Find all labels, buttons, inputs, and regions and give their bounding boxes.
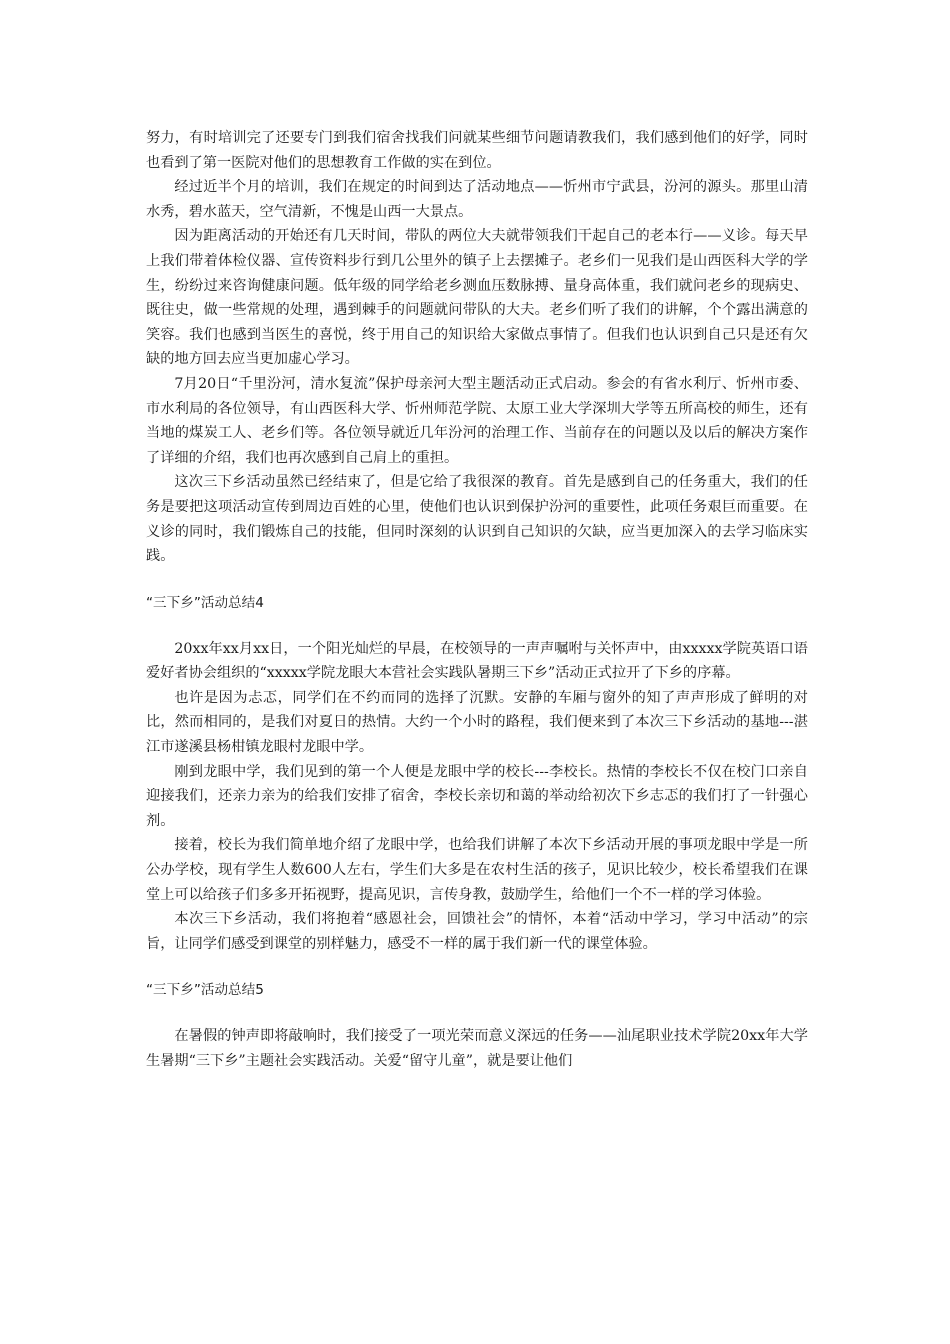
paragraph: 7月20日“千里汾河，清水复流”保护母亲河大型主题活动正式启动。参会的有省水利厅、忻州市委、市水利局的各位领导，有山西医科大学、忻州师范学院、太原工业大学深圳大学等五所高校的师生，还有当地的煤炭工人、老乡们等。各位领导就近几年汾河的治理工作、当前存在的问题以及以后的解决方案作了详细的介绍，我们也再次感到自己肩上的重担。 <box>146 375 808 466</box>
paragraph: 20xx年xx月xx日，一个阳光灿烂的早晨，在校领导的一声声嘱咐与关怀声中，由xxxxx学院英语口语爱好者协会组织的“xxxxx学院龙眼大本营社会实践队暑期三下乡”活动正式拉开了下乡的序幕。 <box>146 640 808 682</box>
paragraph: 这次三下乡活动虽然已经结束了，但是它给了我很深的教育。首先是感到自己的任务重大，我们的任务是要把这项活动宣传到周边百姓的心里，使他们也认识到保护汾河的重要性，此项任务艰巨而重要。在义诊的同时，我们锻炼自己的技能，但同时深刻的认识到自己知识的欠缺，应当更加深入的去学习临床实践。 <box>146 474 808 565</box>
section-heading: “三下乡”活动总结5 <box>146 982 264 999</box>
paragraph: 因为距离活动的开始还有几天时间，带队的两位大夫就带领我们干起自己的老本行——义诊。每天早上我们带着体检仪器、宣传资料步行到几公里外的镇子上去摆摊子。老乡们一见我们是山西医科大学的学生，纷纷过来咨询健康问题。低年级的同学给老乡测血压数脉搏、量身高体重，我们就问老乡的现病史、既往史，做一些常规的处理，遇到棘手的问题就问带队的大夫。老乡们听了我们的讲解，个个露出满意的笑容。我们也感到当医生的喜悦，终于用自己的知识给大家做点事情了。但我们也认识到自己只是还有欠缺的地方回去应当更加虚心学习。 <box>146 228 808 368</box>
section-heading: “三下乡”活动总结4 <box>146 594 264 611</box>
paragraph: 接着，校长为我们简单地介绍了龙眼中学，也给我们讲解了本次下乡活动开展的事项龙眼中学是一所公办学校，现有学生人数600人左右，学生们大多是在农村生活的孩子，见识比较少，校长希望我们在课堂上可以给孩子们多多开拓视野，提高见识，言传身教，鼓励学生，给他们一个不一样的学习体验。 <box>146 837 808 903</box>
section-1 <box>146 126 808 569</box>
paragraph: 本次三下乡活动，我们将抱着“感恩社会，回馈社会”的情怀，本着“活动中学习，学习中活动”的宗旨，让同学们感受到课堂的别样魅力，感受不一样的属于我们新一代的课堂体验。 <box>146 911 808 952</box>
paragraph: 在暑假的钟声即将敲响时，我们接受了一项光荣而意义深远的任务——汕尾职业技术学院20xx年大学生暑期“三下乡”主题社会实践活动。关爱“留守儿童”，就是要让他们 <box>146 1028 808 1069</box>
document-page <box>146 126 808 1074</box>
paragraph: 也许是因为忐忑，同学们在不约而同的选择了沉默。安静的车厢与窗外的知了声声形成了鲜明的对比，然而相同的，是我们对夏日的热情。大约一个小时的路程，我们便来到了本次三下乡活动的基地---湛江市遂溪县杨柑镇龙眼村龙眼中学。 <box>146 689 808 756</box>
paragraph: 刚到龙眼中学，我们见到的第一个人便是龙眼中学的校长---李校长。热情的李校长不仅在校门口亲自迎接我们，还亲力亲为的给我们安排了宿舍，李校长亲切和蔼的举动给初次下乡志忑的我们打了一针强心剂。 <box>146 763 808 829</box>
section-2 <box>146 637 808 957</box>
paragraph: 努力，有时培训完了还要专门到我们宿舍找我们问就某些细节问题请教我们，我们感到他们的好学，同时也看到了第一医院对他们的思想教育工作做的实在到位。 <box>146 130 808 171</box>
section-3 <box>146 1024 808 1073</box>
paragraph: 经过近半个月的培训，我们在规定的时间到达了活动地点——忻州市宁武县，汾河的源头。那里山清水秀，碧水蓝天，空气清新，不愧是山西一大景点。 <box>146 179 808 220</box>
